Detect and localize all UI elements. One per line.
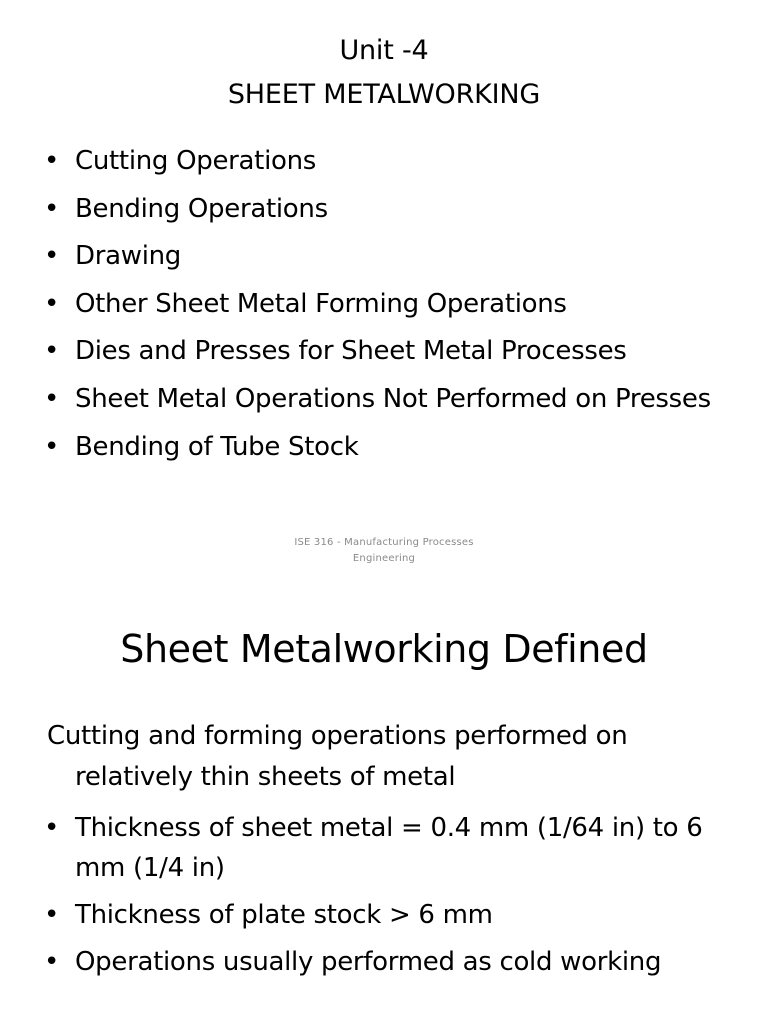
slide-title: Sheet Metalworking Defined: [120, 627, 648, 671]
footer-course: ISE 316 - Manufacturing Processes: [294, 537, 474, 548]
definition-list: [0, 808, 768, 989]
bullet-icon: •: [44, 241, 60, 271]
list-item: • Cutting Operations: [0, 141, 768, 181]
list-item: • Bending Operations: [0, 189, 768, 229]
list-item: • Sheet Metal Operations Not Performed on Presses: [0, 379, 768, 420]
bullet-icon: •: [44, 288, 60, 319]
bullet-icon: •: [44, 146, 60, 176]
bullet-icon: •: [44, 193, 60, 224]
intro-paragraph: [47, 716, 747, 798]
list-item: • Dies and Presses for Sheet Metal Processes: [0, 331, 768, 371]
list-item: • Bending of Tube Stock: [0, 427, 768, 467]
list-item: • Other Sheet Metal Forming Operations: [0, 284, 768, 324]
slide-title-unit: Unit -4: [339, 35, 429, 66]
slide-title-topic: SHEET METALWORKING: [227, 79, 541, 110]
bullet-icon: •: [44, 813, 60, 843]
topic-list: [0, 141, 768, 475]
list-item: • Drawing: [0, 236, 768, 276]
bullet-icon: •: [44, 432, 60, 462]
slide-sheet-metalworking-defined: [0, 600, 768, 1024]
bullet-icon: •: [44, 336, 60, 366]
footer-subject: Engineering: [352, 553, 416, 564]
intro-line-2: relatively thin sheets of metal: [75, 762, 456, 792]
list-item: • Operations usually performed as cold working: [0, 942, 768, 982]
bullet-icon: •: [44, 900, 60, 930]
bullet-icon: •: [44, 383, 60, 414]
list-item: • Thickness of sheet metal = 0.4 mm (1/64 in) to 6 mm (1/4 in): [0, 808, 768, 888]
intro-line-1: Cutting and forming operations performed on: [47, 721, 628, 751]
slide-footer: [0, 535, 768, 567]
bullet-icon: •: [44, 947, 60, 977]
list-item: • Thickness of plate stock > 6 mm: [0, 895, 768, 935]
